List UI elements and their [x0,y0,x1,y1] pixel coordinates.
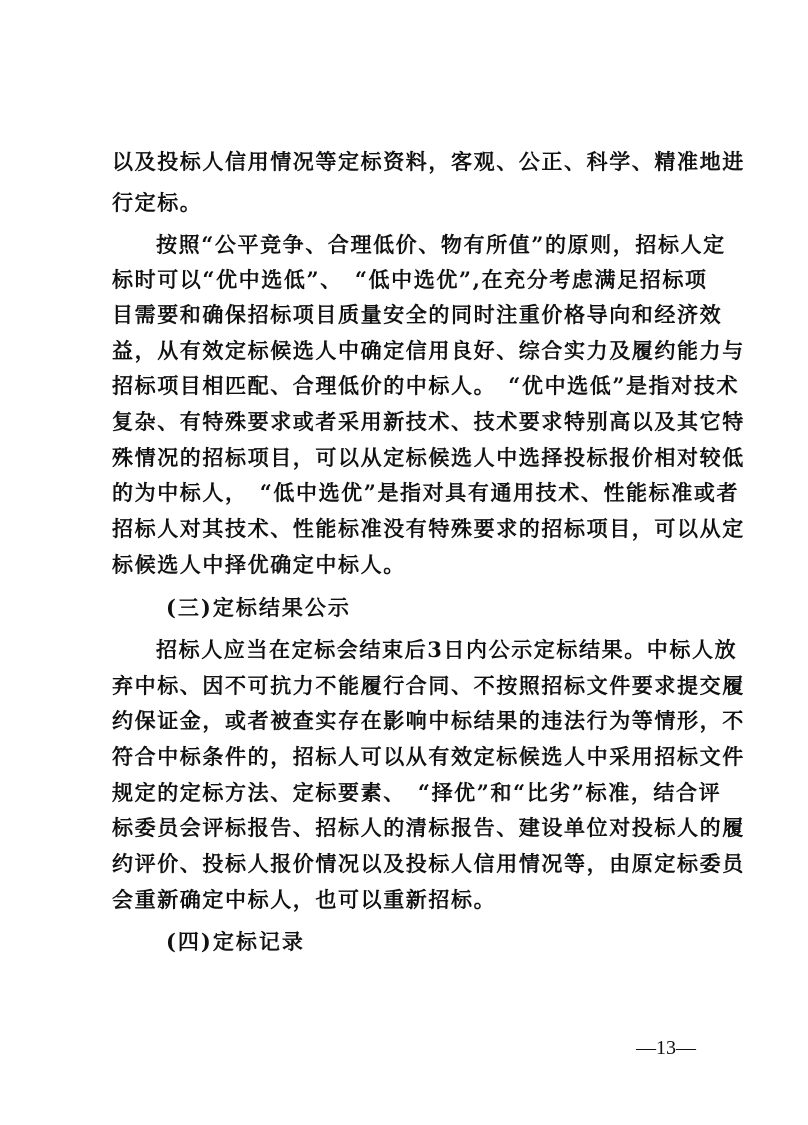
text-line: 复杂、有特殊要求或者采用新技术、技术要求特别高以及其它特 [112,409,745,434]
page-number: —13— [636,1037,696,1059]
text-line: 会重新确定中标人，也可以重新招标。 [112,887,497,912]
text-line: 约评价、投标人报价情况以及投标人信用情况等，由原定标委员 [112,851,745,876]
text-line: 益，从有效定标候选人中确定信用良好、综合实力及履约能力与 [112,338,745,363]
text-line: 约保证金，或者被查实存在影响中标结果的违法行为等情形，不 [112,708,745,733]
section-heading: (四)定标记录 [166,929,305,954]
text-line: 标候选人中择优确定中标人。 [112,552,406,577]
section-heading: (三)定标结果公示 [166,595,351,620]
text-line: 标委员会评标报告、招标人的清标报告、建设单位对投标人的履 [112,815,745,840]
text-line: 招标人对其技术、性能标准没有特殊要求的招标项目，可以从定 [112,516,745,541]
text-line: 招标人应当在定标会结束后3日内公示定标结果。中标人放 [156,637,738,662]
text-line: 以及投标人信用情况等定标资料，客观、公正、科学、精准地进 [112,149,745,174]
text-line: 招标项目相匹配、合理低价的中标人。 “优中选低”是指对技术 [112,373,740,398]
text-line: 目需要和确保招标项目质量安全的同时注重价格导向和经济效 [112,302,723,327]
text-line: 的为中标人， “低中选优”是指对具有通用技术、性能标准或者 [112,480,740,505]
text-line: 弃中标、因不可抗力不能履行合同、不按照招标文件要求提交履 [112,673,745,698]
text-line: 规定的定标方法、定标要素、 “择优”和“比劣”标准，结合评 [112,780,722,805]
text-line: 行定标。 [112,190,203,215]
text-line: 符合中标条件的，招标人可以从有效定标候选人中采用招标文件 [112,744,745,769]
text-line: 标时可以“优中选低”、 “低中选优”,在充分考虑满足招标项 [112,267,708,292]
text-line: 按照“公平竞争、合理低价、物有所值”的原则，招标人定 [156,232,726,257]
text-line: 殊情况的招标项目，可以从定标候选人中选择投标报价相对较低 [112,445,745,470]
